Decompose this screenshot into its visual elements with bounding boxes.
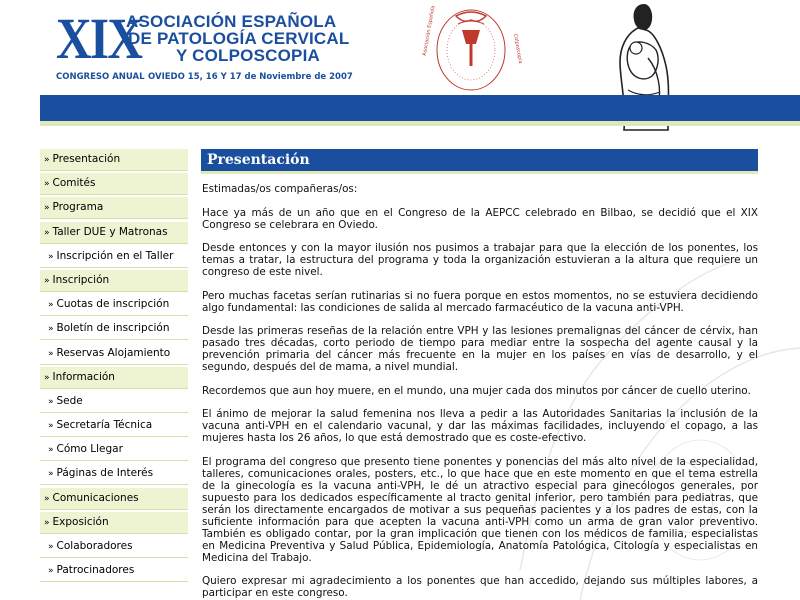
paragraph: El ánimo de mejorar la salud femenina nos lleva a pedir a las Autoridades Sanitarias la inclusión de la vacuna anti-VPH en el calendario vacunal, y dar las máximas facilidades, incluyendo el copago, a las mujeres hasta los 26 años, lo que está demostrado que es coste-efectivo. bbox=[202, 408, 758, 444]
sidebar-item-label: Comunicaciones bbox=[52, 491, 139, 504]
sidebar-item[interactable] bbox=[40, 149, 188, 171]
sidebar-item[interactable] bbox=[40, 488, 188, 510]
paragraph: Desde entonces y con la mayor ilusión nos pusimos a trabajar para que la elección de los ponentes, los temas a tratar, la estructura del programa y toda la organización estuvieran a la altura que requiere un congreso de este nivel. bbox=[202, 242, 758, 278]
sidebar-item[interactable] bbox=[40, 343, 188, 365]
sidebar-item-label: Inscripción bbox=[52, 273, 110, 286]
association-title-line-2: DE PATOLOGÍA CERVICAL bbox=[128, 29, 350, 48]
paragraph: Recordemos que aun hoy muere, en el mundo, una mujer cada dos minutos por cáncer de cuello uterino. bbox=[202, 384, 751, 397]
paragraph: Quiero expresar mi agradecimiento a los ponentes que han accedido, dejando sus múltiples labores, a participar en este congreso. bbox=[202, 575, 758, 599]
sidebar-item[interactable] bbox=[40, 439, 188, 461]
sidebar-nav bbox=[40, 149, 188, 584]
double-chevron-icon: » bbox=[44, 493, 50, 504]
double-chevron-icon: » bbox=[48, 421, 54, 432]
site-header bbox=[0, 0, 800, 130]
header-bar bbox=[40, 95, 800, 121]
sidebar-item-label: Cuotas de inscripción bbox=[56, 298, 170, 311]
header-bar-accent bbox=[40, 121, 800, 126]
sidebar-item-label: Secretaría Técnica bbox=[56, 419, 153, 432]
double-chevron-icon: » bbox=[44, 179, 50, 190]
congress-number: XIX bbox=[56, 6, 142, 71]
sidebar-item[interactable] bbox=[40, 367, 188, 389]
double-chevron-icon: » bbox=[48, 324, 54, 335]
sidebar-item[interactable] bbox=[40, 560, 188, 582]
double-chevron-icon: » bbox=[44, 275, 50, 286]
paragraph: Estimadas/os compañeras/os: bbox=[202, 183, 358, 195]
sidebar-item[interactable] bbox=[40, 197, 188, 219]
sidebar-item[interactable] bbox=[40, 391, 188, 413]
svg-text:Asociación Española: Asociación Española bbox=[421, 5, 437, 57]
sidebar-item-label: Colaboradores bbox=[56, 540, 133, 552]
sidebar-item[interactable] bbox=[40, 512, 188, 534]
sidebar-item[interactable] bbox=[40, 536, 188, 558]
sidebar-item-label: Páginas de Interés bbox=[56, 467, 154, 480]
double-chevron-icon: » bbox=[48, 251, 54, 262]
association-title-line-3: Y COLPOSCOPIA bbox=[176, 46, 320, 65]
sidebar-item[interactable] bbox=[40, 318, 188, 340]
sidebar-item-label: Patrocinadores bbox=[56, 564, 135, 577]
sidebar-item-label: Exposición bbox=[52, 515, 109, 528]
paragraph: Hace ya más de un año que en el Congreso de la AEPCC celebrado en Bilbao, se decidió que el XIX Congreso se celebrara en Oviedo. bbox=[202, 206, 758, 231]
double-chevron-icon: » bbox=[44, 372, 50, 383]
sidebar-item[interactable] bbox=[40, 463, 188, 485]
sidebar-item-label: Programa bbox=[52, 201, 104, 214]
sidebar-item-label: Sede bbox=[56, 394, 83, 407]
double-chevron-icon: » bbox=[48, 445, 54, 456]
sidebar-item-label: Boletín de inscripción bbox=[56, 322, 170, 335]
sidebar-item-label: Presentación bbox=[52, 153, 121, 165]
double-chevron-icon: » bbox=[48, 469, 54, 480]
sidebar-item-label: Inscripción en el Taller bbox=[56, 249, 174, 262]
article-body bbox=[201, 183, 758, 599]
sidebar-item-label: Información bbox=[52, 370, 115, 383]
double-chevron-icon: » bbox=[44, 155, 50, 165]
paragraph: Desde las primeras reseñas de la relación entre VPH y las lesiones premalignas del cáncer de cérvix, han pasado tres décadas, corto periodo de tiempo para mediar entre la sospecha del agente causal y la prevención primaria del cáncer más frecuente en la mujer en los países en vías de desarrollo, y el segundo, después del de mama, a nivel mundial. bbox=[202, 325, 758, 373]
sidebar-item[interactable] bbox=[40, 246, 188, 268]
congress-date: OVIEDO 15, 16 Y 17 de Noviembre de 2007 bbox=[148, 72, 353, 82]
sidebar-item-label: Comités bbox=[52, 177, 96, 190]
double-chevron-icon: » bbox=[48, 348, 54, 359]
association-logo bbox=[418, 4, 524, 96]
double-chevron-icon: » bbox=[48, 300, 54, 311]
svg-text:Colposcopia: Colposcopia bbox=[512, 33, 524, 65]
double-chevron-icon: » bbox=[48, 396, 54, 407]
sidebar-item[interactable] bbox=[40, 173, 188, 195]
sidebar-item[interactable] bbox=[40, 270, 188, 292]
sidebar-item-label: Taller DUE y Matronas bbox=[52, 225, 168, 238]
double-chevron-icon: » bbox=[48, 542, 54, 552]
sidebar-item[interactable] bbox=[40, 415, 188, 437]
double-chevron-icon: » bbox=[44, 203, 50, 214]
double-chevron-icon: » bbox=[44, 227, 50, 238]
sidebar-item[interactable] bbox=[40, 222, 188, 244]
paragraph: El programa del congreso que presento tiene ponentes y ponencias del más alto nivel de la especialidad, talleres, comunicaciones orales, posters, etc., lo que hace que en este momento en que el tema estrella de la ginecología es la vacuna anti-VPH, le dé un atractivo especial para ginecólogos generales, por supuesto para los dedicados específicamente al tracto genital inferior, pero también para pediatras, que serán los directamente encargados de motivar a sus pequeñas pacientes y a los padres de estas, con la suficiente información para que acepten la vacuna anti-VPH como un arma de gran valor preventivo. También es obligado contar, por la gran implicación que tienen con los médicos de familia, especialistas en Medicina Preventiva y Salud Pública, Epidemiología, Anatomía Patológica, Citología y especialistas en Medicina del Trabajo. bbox=[202, 455, 758, 564]
association-title-line-1: ASOCIACIÓN ESPAÑOLA bbox=[126, 12, 337, 31]
page-title: Presentación bbox=[201, 149, 758, 171]
page-title-accent bbox=[201, 171, 758, 174]
sidebar-item-label: Reservas Alojamiento bbox=[56, 346, 171, 359]
congress-label: CONGRESO ANUAL bbox=[56, 72, 145, 82]
main-content bbox=[201, 149, 758, 600]
double-chevron-icon: » bbox=[44, 517, 50, 528]
double-chevron-icon: » bbox=[48, 566, 54, 577]
sidebar-item-label: Cómo Llegar bbox=[56, 443, 123, 456]
sidebar-item[interactable] bbox=[40, 294, 188, 316]
paragraph: Pero muchas facetas serían rutinarias si no fuera porque en estos momentos, no se estuviera decidiendo algo fundamental: las condiciones de salida al mercado farmacéutico de la vacuna anti-VPH. bbox=[202, 289, 758, 314]
